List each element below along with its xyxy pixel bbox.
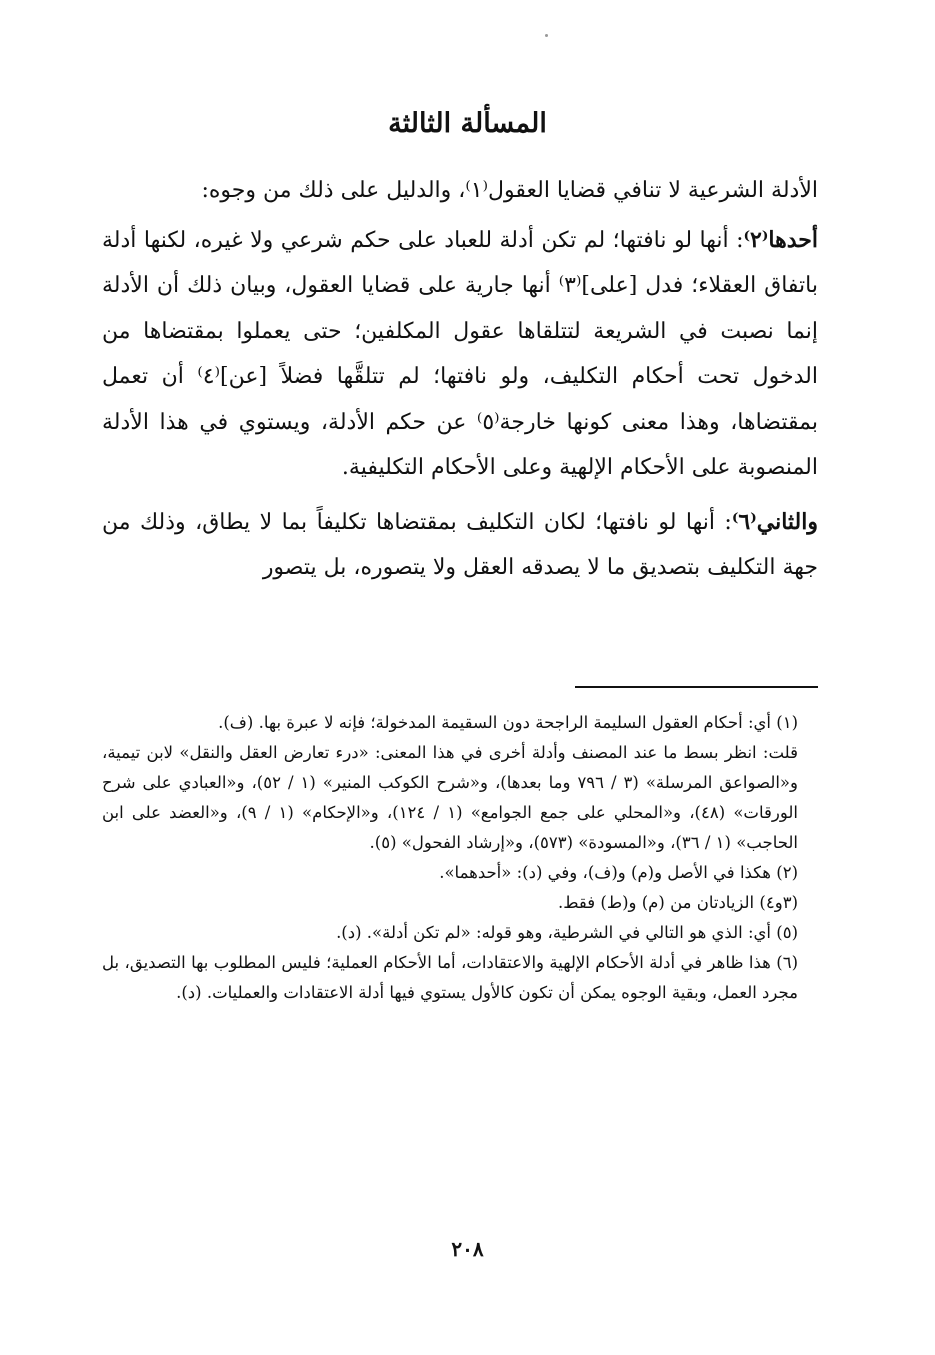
scan-speck — [545, 34, 548, 37]
first-argument-text: : أنها لو نافتها؛ لم تكن أدلة للعباد على حكم شرعي ولا غيره، لكنها أدلة باتفاق العقلاء؛ فدل [على]⁽٣⁾ أنها جارية على قضايا العقول، وبيان ذلك أن الأدلة إنما نصبت في الشريعة لتتلقاها عقول المكلفين؛ حتى يعملوا بمقتضاها من الدخول تحت أحكام التكليف، ولو نافتها؛ لم تتلقَّها فضلاً [عن]⁽٤⁾ أن تعمل بمقتضاها، وهذا معنى كونها خارجة⁽٥⁾ عن حكم الأدلة، ويستوي في هذا الأدلة المنصوبة على الأحكام الإلهية وعلى الأحكام التكليفية. — [102, 227, 819, 480]
section-title: المسألة الثالثة — [388, 108, 547, 139]
footnote-3-4: (٣و٤) الزيادتان من (م) و(ط) فقط. — [558, 893, 798, 912]
second-argument-lead: والثاني⁽٦⁾ — [731, 508, 818, 535]
footnotes — [102, 708, 818, 1008]
page-number: ٢٠٨ — [451, 1237, 484, 1261]
main-text — [102, 168, 818, 591]
first-argument-lead: أحدها⁽٢⁾ — [743, 226, 818, 253]
footnote-5: (٥) أي: الذي هو التالي في الشرطية، وهو قوله: «لم تكن أدلة». (د). — [336, 923, 798, 942]
footnote-2: (٢) هكذا في الأصل و(م) و(ف)، وفي (د): «أحدهما». — [439, 863, 798, 882]
second-argument-text: : أنها لو نافتها؛ لكان التكليف بمقتضاها تكليفاً بما لا يطاق، وذلك من جهة التكليف بتصديق ما لا يصدقه العقل ولا يتصوره، بل يتصور — [102, 509, 818, 580]
first-argument-paragraph — [102, 218, 818, 491]
footnote-1-note: قلت: انظر بسط ما عند المصنف وأدلة أخرى في هذا المعنى: «درء تعارض العقل والنقل» لابن تيمية، و«الصواعق المرسلة» (٣ / ٧٩٦ وما بعدها)، و«شرح الكوكب المنير» (١ / ٥٢)، و«العبادي على شرح الورقات» (٤٨)، و«المحلي على جمع الجوامع» (١ / ١٢٤)، و«الإحكام» (١ / ٩)، و«العضد على ابن الحاجب» (١ / ٣٦)، و«المسودة» (٥٧٣)، و«إرشاد الفحول» (٥). — [102, 743, 798, 852]
footnote-6: (٦) هذا ظاهر في أدلة الأحكام الإلهية والاعتقادات، أما الأحكام العملية؛ فليس المطلوب بها التصديق، بل مجرد العمل، وبقية الوجوه يمكن أن تكون كالأول يستوي فيها أدلة الاعتقادات والعمليات. (د). — [102, 953, 798, 1002]
footnote-1: (١) أي: أحكام العقول السليمة الراجحة دون السقيمة المدخولة؛ فإنه لا عبرة بها. (ف). — [218, 713, 798, 732]
intro-paragraph: الأدلة الشرعية لا تنافي قضايا العقول⁽١⁾، والدليل على ذلك من وجوه: — [201, 178, 818, 203]
second-argument-paragraph — [102, 500, 818, 591]
footnote-separator — [575, 686, 818, 688]
